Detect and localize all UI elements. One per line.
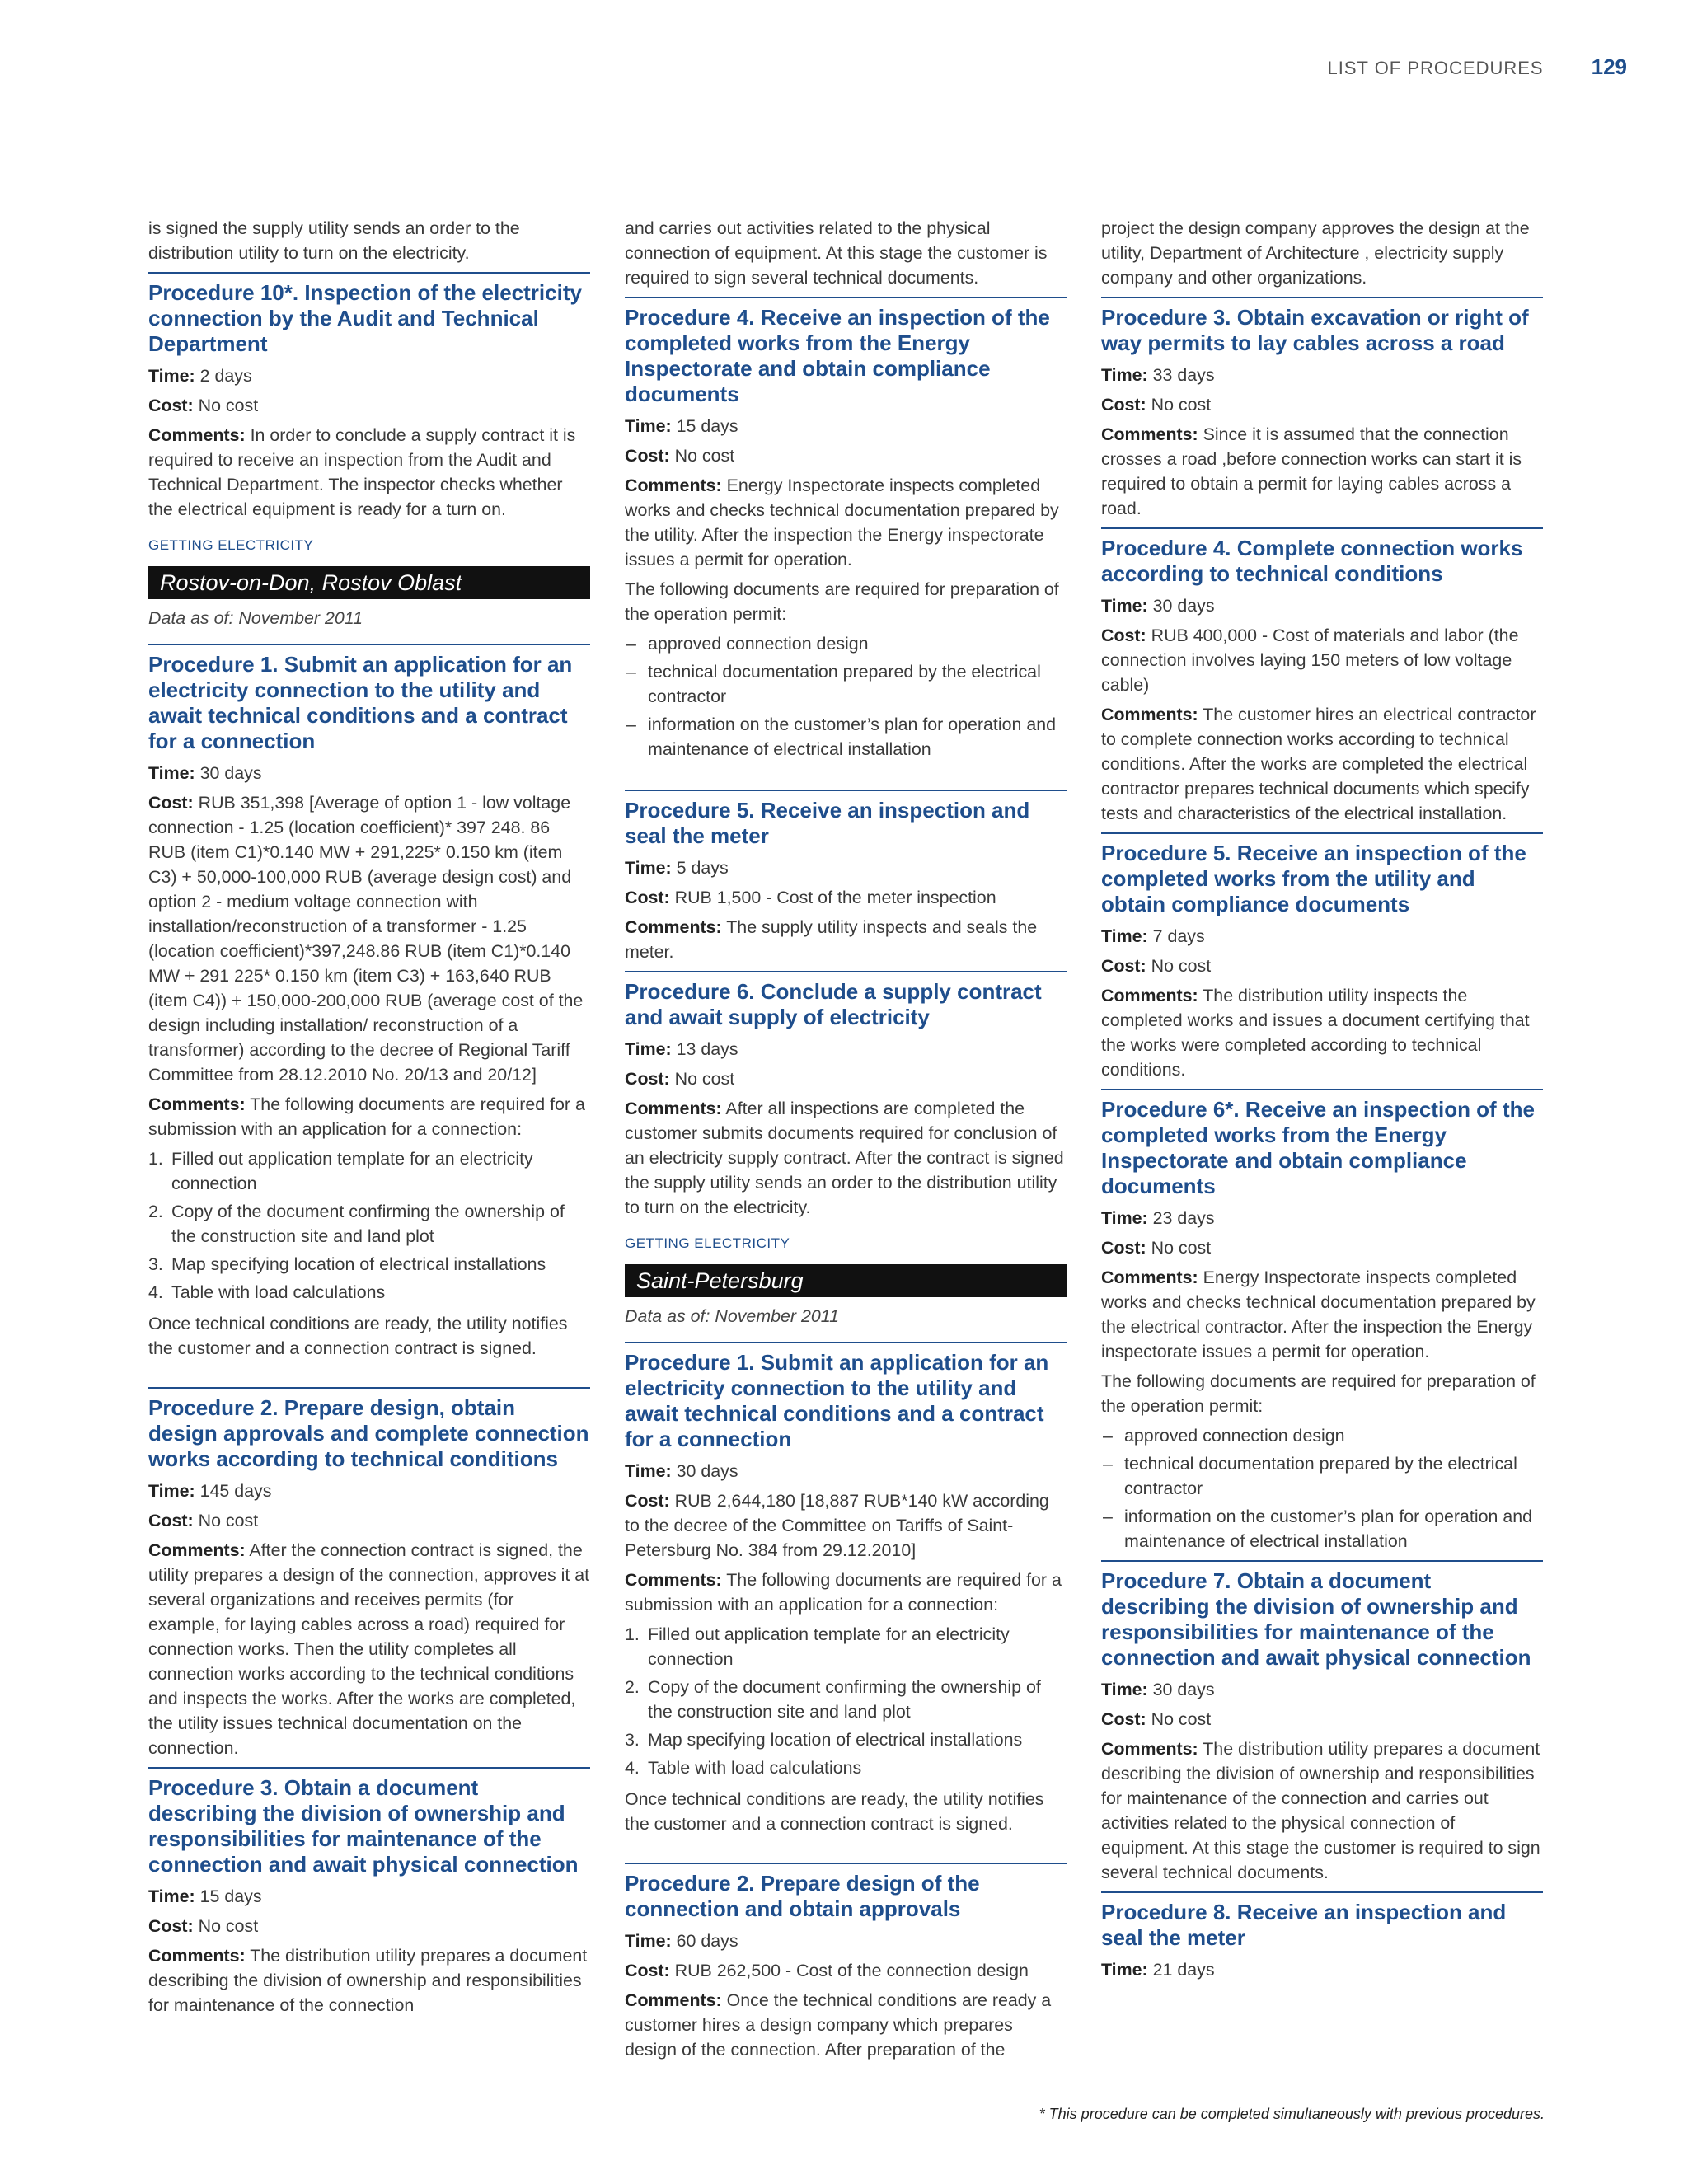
comments-line [625,1988,1067,2062]
permit-document-list [625,631,1067,762]
cost-label: Cost: [148,1916,194,1936]
list-item: 1. Filled out application template for an electricity connection [625,1624,1010,1669]
comments-text: The customer hires an electrical contractor to complete connection works according to technical conditions. After the works are completed the electrical contractor prepares technical documents which specify tests and characteristics of the electrical installation. [1101,705,1536,823]
page-header [1328,54,1627,80]
time-label: Time: [625,1461,672,1481]
time-line [148,1884,590,1909]
procedure-block [1101,527,1543,826]
paragraph: project the design company approves the design at the utility, Department of Architecture , electricity supply company and other organizations. [1101,218,1530,288]
comments-label: Comments: [148,1540,246,1560]
procedure-title: Procedure 2. Prepare design, obtain design approvals and complete connection works according to technical conditions [148,1395,589,1471]
list-item: 2. Copy of the document confirming the ownership of the construction site and land plot [148,1202,565,1246]
cost-line [148,1914,590,1938]
comments-label: Comments: [148,425,246,445]
procedure-title: Procedure 4. Receive an inspection of the completed works from the Energy Inspectorate and obtain compliance documents [625,305,1050,406]
procedure-title: Procedure 1. Submit an application for an electricity connection to the utility and await technical conditions and a contract for a connection [625,1350,1049,1451]
procedure-block [1101,1891,1543,1982]
list-item: – approved connection design [625,631,1067,656]
time-line [625,1929,1067,1953]
cost-label: Cost: [1101,1709,1146,1729]
comments-line [148,1943,590,2018]
procedure-block [148,272,590,522]
cost-label: Cost: [148,396,194,415]
cost-value: No cost [193,1916,259,1936]
permit-document-list [1101,1423,1543,1554]
procedure-block [1101,1089,1543,1554]
procedure-block [148,1767,590,2018]
procedure-block [1101,297,1543,521]
cost-label: Cost: [1101,956,1146,976]
time-line [148,761,590,785]
cost-value: RUB 351,398 [Average of option 1 - low voltage connection - 1.25 (location coefficient)* 397 248. 86 RUB (item C1)*0.140 MW + 291,225* 0.150 km (item C3) + 50,000-100,000 RUB (average design cost) and option 2 - medium voltage connection with installation/reconstruction of a transformer - 1.25 (location coefficient)*397,248.86 RUB (item C1)*0.140 MW + 291 225* 0.150 km (item C3) + 163,640 RUB (item C4)) + 150,000-200,000 RUB (average cost of the design including installation/ reconstruction of a transformer) according to the decree of Regional Tariff Committee from 28.12.2010 No. 20/13 and 20/12] [148,793,584,1085]
list-item: 2. Copy of the document confirming the ownership of the construction site and land plot [625,1677,1041,1722]
cost-label: Cost: [1101,626,1146,645]
time-label: Time: [148,366,195,386]
comments-text: The following documents are required for a submission with an application for a connection: [148,1094,585,1139]
time-label: Time: [148,763,195,783]
list-item: 4. Table with load calculations [148,1282,386,1302]
comments-line [1101,1736,1543,1885]
procedure-block [1101,1560,1543,1885]
time-value: 30 days [195,763,262,783]
comments-line [1101,1265,1543,1364]
column-2 [625,216,1067,2067]
cost-label: Cost: [148,1511,194,1530]
time-value: 60 days [671,1931,738,1951]
procedure-block [625,971,1067,1220]
procedure-title: Procedure 2. Prepare design of the connection and obtain approvals [625,1871,980,1921]
time-line [1101,363,1543,387]
time-line [1101,1206,1543,1230]
procedure-block [625,1863,1067,2062]
cost-line [625,1958,1067,1983]
procedure-title: Procedure 1. Submit an application for an electricity connection to the utility and await technical conditions and a contract for a connection [148,652,573,753]
time-value: 30 days [671,1461,738,1481]
comments-line [148,1092,590,1141]
section-kicker: GETTING ELECTRICITY [625,1235,790,1251]
comments-label: Comments: [625,1990,722,2010]
comments-line [1101,422,1543,521]
comments-text: Once the technical conditions are ready a customer hires a design company which prepares design of the connection. After preparation of the [625,1990,1052,2060]
paragraph: The following documents are required for preparation of the operation permit: [625,579,1059,624]
time-label: Time: [1101,1680,1148,1699]
time-label: Time: [1101,1208,1148,1228]
time-label: Time: [1101,1960,1148,1980]
comments-label: Comments: [625,917,722,937]
cost-line [625,1066,1067,1091]
procedure-title: Procedure 5. Receive an inspection and seal the meter [625,798,1030,848]
comments-text: Energy Inspectorate inspects completed works and checks technical documentation prepared by the utility. After the inspection the Energy inspectorate issues a permit for operation. [625,476,1059,569]
page-number: 129 [1591,54,1627,79]
time-line [1101,1957,1543,1982]
cost-label: Cost: [1101,1238,1146,1258]
section-title: LIST OF PROCEDURES [1327,58,1544,78]
paragraph: is signed the supply utility sends an order to the distribution utility to turn on the electricity. [148,218,520,263]
comments-line [625,473,1067,572]
time-value: 30 days [1147,1680,1215,1699]
column-1 [148,216,590,2022]
time-value: 30 days [1147,596,1215,616]
comments-text: Since it is assumed that the connection crosses a road ,before connection works can start it is required to obtain a permit for laying cables across a road. [1101,424,1522,518]
paragraph: Once technical conditions are ready, the utility notifies the customer and a connection contract is signed. [148,1314,568,1358]
cost-value: RUB 2,644,180 [18,887 RUB*140 kW according to the decree of the Committee on Tariffs of Saint-Petersburg No. 384 from 29.12.2010] [625,1491,1049,1560]
cost-line [1101,392,1543,417]
list-item: – information on the customer’s plan for operation and maintenance of electrical installation [1101,1504,1543,1554]
time-line [1101,1677,1543,1702]
comments-label: Comments: [625,1099,722,1118]
time-label: Time: [148,1481,195,1501]
list-item: 1. Filled out application template for an electricity connection [148,1149,533,1193]
cost-value: No cost [669,446,735,466]
section-kicker: GETTING ELECTRICITY [148,537,314,553]
cost-value: No cost [193,396,259,415]
cost-line [148,393,590,418]
city-banner: Saint-Petersburg [625,1264,1067,1297]
comments-label: Comments: [148,1094,246,1114]
paragraph: Once technical conditions are ready, the utility notifies the customer and a connection contract is signed. [625,1789,1044,1834]
procedure-block [625,790,1067,964]
cost-line [625,885,1067,910]
cost-label: Cost: [1101,395,1146,415]
comments-text: The following documents are required for a submission with an application for a connection: [625,1570,1062,1615]
list-item: – technical documentation prepared by the electrical contractor [1101,1451,1543,1501]
cost-value: No cost [669,1069,735,1089]
paragraph: and carries out activities related to the physical connection of equipment. At this stage the customer is required to sign several technical documents. [625,218,1048,288]
comments-text: The distribution utility inspects the completed works and issues a document certifying that the works were completed according to technical conditions. [1101,986,1530,1080]
cost-label: Cost: [625,1961,670,1980]
comments-label: Comments: [625,476,722,495]
time-label: Time: [1101,926,1148,946]
time-label: Time: [148,1886,195,1906]
cost-value: RUB 1,500 - Cost of the meter inspection [669,888,996,907]
procedure-title: Procedure 6*. Receive an inspection of the completed works from the Energy Inspectorate and obtain compliance documents [1101,1097,1535,1198]
cost-value: RUB 262,500 - Cost of the connection design [669,1961,1029,1980]
time-value: 33 days [1147,365,1215,385]
comments-line [625,1096,1067,1220]
time-line [148,363,590,388]
procedure-title: Procedure 7. Obtain a document describing the division of ownership and responsibilities for maintenance of the connection and await physical connection [1101,1568,1531,1670]
procedure-title: Procedure 3. Obtain a document describing the division of ownership and responsibilities for maintenance of the connection and await physical connection [148,1775,579,1877]
time-line [148,1479,590,1503]
cost-label: Cost: [625,1491,670,1511]
comments-line [148,423,590,522]
cost-line [1101,954,1543,978]
procedure-title: Procedure 3. Obtain excavation or right of way permits to lay cables across a road [1101,305,1529,355]
cost-value: No cost [1146,956,1212,976]
list-item: 4. Table with load calculations [625,1758,862,1778]
time-label: Time: [625,858,672,878]
comments-label: Comments: [1101,1268,1198,1287]
cost-value: No cost [1146,1238,1212,1258]
comments-label: Comments: [625,1570,722,1590]
time-value: 5 days [671,858,729,878]
comments-text: The supply utility inspects and seals the meter. [625,917,1038,962]
time-label: Time: [1101,596,1148,616]
comments-label: Comments: [148,1946,246,1966]
time-label: Time: [625,416,672,436]
cost-line [625,1488,1067,1563]
procedure-title: Procedure 8. Receive an inspection and seal the meter [1101,1900,1507,1950]
time-value: 13 days [671,1039,738,1059]
list-item: – technical documentation prepared by the electrical contractor [625,659,1067,709]
cost-line [1101,1235,1543,1260]
cost-label: Cost: [625,446,670,466]
document-list [148,1146,590,1305]
comments-text: Energy Inspectorate inspects completed works and checks technical documentation prepared by the electrical contractor. After the inspection the Energy inspectorate issues a permit for operation. [1101,1268,1536,1361]
cost-line [148,790,590,1087]
cost-value: No cost [1146,395,1212,415]
time-value: 15 days [671,416,738,436]
cost-value: RUB 400,000 - Cost of materials and labor (the connection involves laying 150 meters of low voltage cable) [1101,626,1519,695]
comments-text: After the connection contract is signed, the utility prepares a design of the connection, approves it at several organizations and receives permits (for example, for laying cables across a road) required for connection works. Then the utility completes all connection works according to the technical conditions and inspects the works. After the works are completed, the utility issues technical documentation on the connection. [148,1540,590,1758]
list-item: 3. Map specifying location of electrical installations [625,1730,1023,1750]
time-line [625,1459,1067,1483]
comments-line [625,1568,1067,1617]
comments-label: Comments: [1101,986,1198,1005]
comments-text: The distribution utility prepares a document describing the division of ownership and responsibilities for maintenance of the connection [148,1946,588,2015]
procedure-block [625,297,1067,762]
data-as-of: Data as of: November 2011 [625,1306,839,1326]
cost-line [1101,1707,1543,1732]
time-label: Time: [1101,365,1148,385]
comments-text: The distribution utility prepares a document describing the division of ownership and responsibilities for maintenance of the connection and carries out activities related to the physical connection of equipment. At this stage the customer is required to sign several technical documents. [1101,1739,1540,1882]
time-line [625,1037,1067,1062]
procedure-title: Procedure 10*. Inspection of the electricity connection by the Audit and Technical Department [148,280,582,356]
document-list [625,1622,1067,1780]
comments-label: Comments: [1101,424,1198,444]
paragraph: The following documents are required for preparation of the operation permit: [1101,1371,1536,1416]
comments-line [1101,702,1543,826]
comments-line [625,915,1067,964]
time-line [625,414,1067,438]
cost-value: No cost [193,1511,259,1530]
comments-label: Comments: [1101,1739,1198,1759]
procedure-title: Procedure 5. Receive an inspection of the completed works from the utility and obtain compliance documents [1101,841,1526,916]
comments-label: Comments: [1101,705,1198,724]
column-3 [1101,216,1543,1987]
time-value: 7 days [1147,926,1205,946]
cost-line [148,1508,590,1533]
time-value: 21 days [1147,1960,1215,1980]
cost-line [625,443,1067,468]
time-value: 2 days [195,366,252,386]
data-as-of: Data as of: November 2011 [148,608,363,628]
procedure-block [148,1387,590,1760]
cost-value: No cost [1146,1709,1212,1729]
cost-label: Cost: [625,888,670,907]
comments-line [148,1538,590,1760]
time-value: 15 days [195,1886,262,1906]
time-line [625,855,1067,880]
list-item: – approved connection design [1101,1423,1543,1448]
list-item: – information on the customer’s plan for operation and maintenance of electrical installation [625,712,1067,762]
cost-label: Cost: [148,793,194,813]
time-label: Time: [625,1931,672,1951]
cost-line [1101,623,1543,697]
comments-text: After all inspections are completed the customer submits documents required for conclusion of an electricity supply contract. After the contract is signed the supply utility sends an order to the distribution utility to turn on the electricity. [625,1099,1064,1217]
comments-text: In order to conclude a supply contract it is required to receive an inspection from the Audit and Technical Department. The inspector checks whether the electrical equipment is ready for a turn on. [148,425,576,519]
comments-line [1101,983,1543,1082]
cost-label: Cost: [625,1069,670,1089]
procedure-title: Procedure 6. Conclude a supply contract and await supply of electricity [625,979,1042,1029]
time-value: 23 days [1147,1208,1215,1228]
time-line [1101,593,1543,618]
footnote: * This procedure can be completed simultaneously with previous procedures. [1039,2106,1545,2122]
procedure-block [625,1342,1067,1836]
time-label: Time: [625,1039,672,1059]
procedure-block [148,644,590,1361]
procedure-title: Procedure 4. Complete connection works according to technical conditions [1101,536,1523,586]
time-line [1101,924,1543,949]
list-item: 3. Map specifying location of electrical installations [148,1254,546,1274]
city-banner: Rostov-on-Don, Rostov Oblast [148,566,590,599]
time-value: 145 days [195,1481,272,1501]
procedure-block [1101,832,1543,1082]
